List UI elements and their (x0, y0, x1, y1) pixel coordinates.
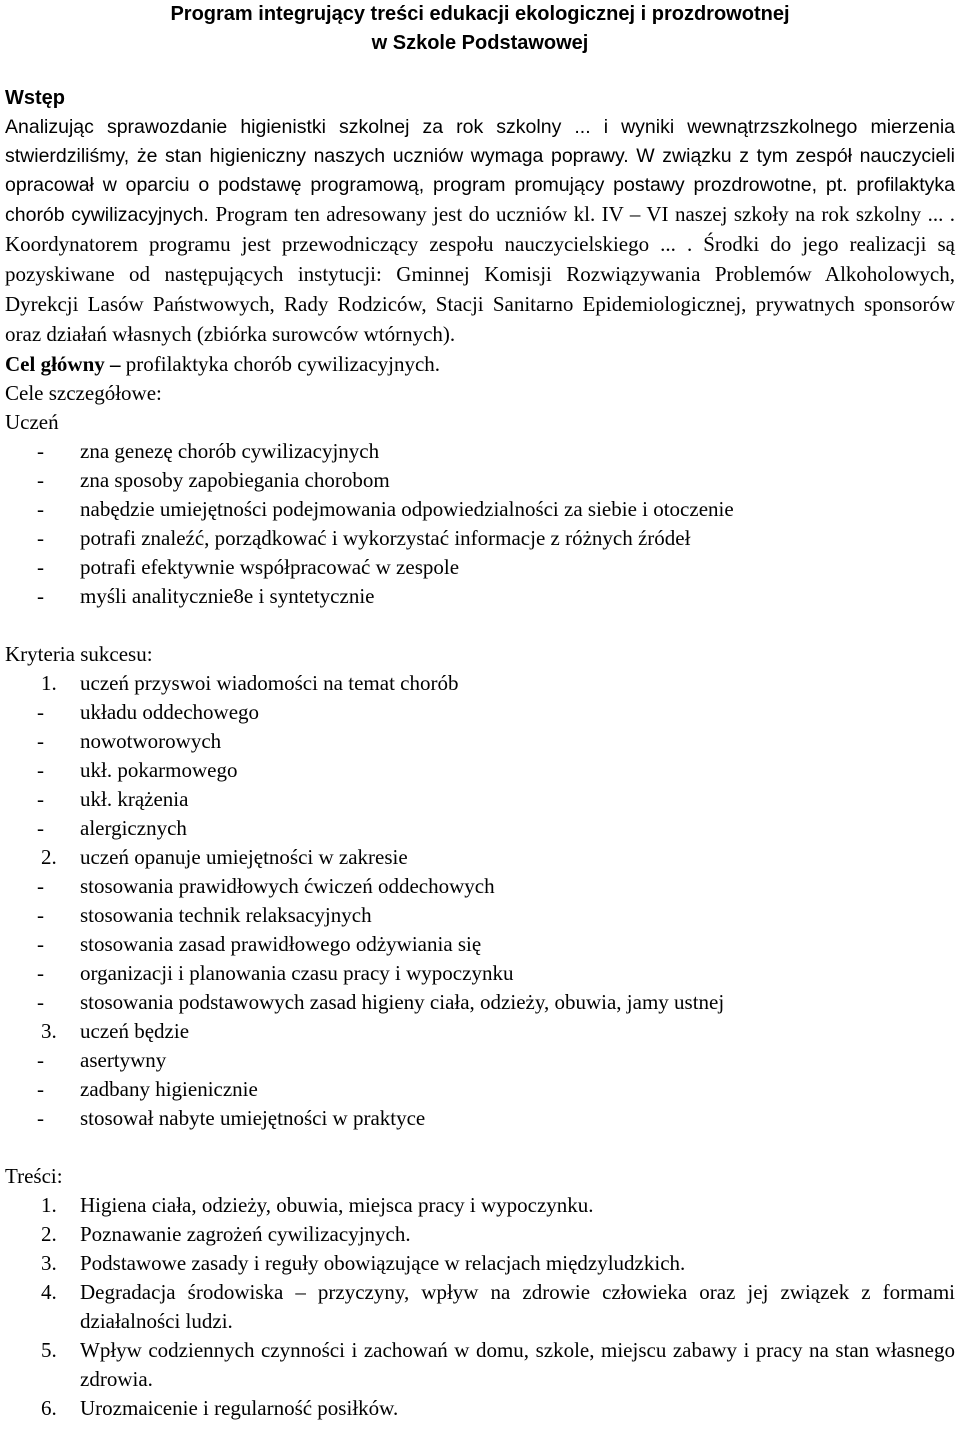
list-marker: 6. (41, 1396, 57, 1420)
specific-goal-item (5, 466, 955, 495)
intro-paragraph-2: W związku z tym zespół nauczycieli opracował w oparciu o podstawę programową, program promujący postawy prozdrowotne, pt. profilaktyka chorób cywilizacyjnych. (5, 145, 955, 226)
list-marker: - (37, 1077, 44, 1101)
list-item-text: zadbany higienicznie (80, 1077, 258, 1101)
specific-goal-item (5, 553, 955, 582)
specific-goals-subject: Uczeń (5, 410, 59, 434)
list-marker: - (37, 439, 44, 463)
list-item-text: Poznawanie zagrożeń cywilizacyjnych. (80, 1222, 411, 1246)
criteria-item (5, 814, 955, 843)
contents-item (5, 1336, 955, 1394)
list-marker: - (37, 1106, 44, 1130)
list-item-text: potrafi znaleźć, porządkować i wykorzystać informacje z różnych źródeł (80, 526, 691, 550)
criteria-item (5, 756, 955, 785)
list-marker: 1. (41, 671, 57, 695)
specific-goal-item (5, 582, 955, 611)
intro-section (5, 84, 955, 350)
list-marker: - (37, 526, 44, 550)
criteria-item (5, 698, 955, 727)
list-item-text: organizacji i planowania czasu pracy i wypoczynku (80, 961, 514, 985)
list-marker: - (37, 555, 44, 579)
list-marker: - (37, 729, 44, 753)
list-item-text: stosowania zasad prawidłowego odżywiania się (80, 932, 482, 956)
criteria-item (5, 1046, 955, 1075)
criteria-item (5, 988, 955, 1017)
list-item-text: Urozmaicenie i regularność posiłków. (80, 1396, 399, 1420)
list-item-text: stosowania podstawowych zasad higieny ciała, odzieży, obuwia, jamy ustnej (80, 990, 725, 1014)
specific-goal-item (5, 437, 955, 466)
list-item-text: Degradacja środowiska – przyczyny, wpływ na zdrowie człowieka oraz jej związek z formami działalności ludzi. (80, 1280, 955, 1333)
intro-paragraph-1: Analizując sprawozdanie higienistki szkolnej za rok szkolny ... i wyniki wewnątrzszkolnego mierzenia stwierdziliśmy, że stan higieniczny naszych uczniów wymaga poprawy. (5, 116, 955, 167)
list-marker: - (37, 990, 44, 1014)
document-title (5, 0, 955, 58)
contents-item (5, 1394, 955, 1423)
criteria-group-title (5, 843, 955, 872)
specific-goal-item (5, 524, 955, 553)
criteria-item (5, 1104, 955, 1133)
criteria-group (5, 1017, 955, 1133)
criteria-group (5, 669, 955, 843)
list-item-text: stosowania prawidłowych ćwiczeń oddechowych (80, 874, 495, 898)
list-marker: - (37, 787, 44, 811)
criteria-group (5, 843, 955, 1017)
contents-item (5, 1191, 955, 1220)
list-marker: - (37, 816, 44, 840)
list-item-text: uczeń opanuje umiejętności w zakresie (80, 845, 408, 869)
list-item-text: ukł. krążenia (80, 787, 189, 811)
intro-paragraph-3: Program ten adresowany jest do uczniów kl. IV – VI naszej szkoły na rok szkolny ... . Koordynatorem programu jest przewodniczący zespołu nauczycielskiego ... . Środki do jego realizacji są pozyskiwane od następujących instytucji: Gminnej Komisji Rozwiązywania Problemów Alkoholowych, Dyrekcji Lasów Państwowych, Rady Rodziców, Stacji Sanitarno Epidemiologicznej, prywatnych sponsorów oraz działań własnych (zbiórka surowców wtórnych). (5, 202, 956, 346)
list-marker: - (37, 497, 44, 521)
criteria-item (5, 872, 955, 901)
list-item-text: stosował nabyte umiejętności w praktyce (80, 1106, 426, 1130)
contents-item (5, 1220, 955, 1249)
list-item-text: uczeń będzie (80, 1019, 190, 1043)
list-item-text: nowotworowych (80, 729, 222, 753)
criteria-heading: Kryteria sukcesu: (5, 642, 153, 666)
main-goal-text: profilaktyka chorób cywilizacyjnych. (120, 352, 441, 376)
criteria-item (5, 727, 955, 756)
list-marker: 4. (41, 1280, 57, 1304)
criteria-groups (5, 669, 955, 1133)
specific-goals-list (5, 437, 955, 611)
criteria-section (5, 640, 955, 1133)
criteria-item (5, 785, 955, 814)
contents-section (5, 1162, 955, 1423)
criteria-group-title (5, 669, 955, 698)
list-item-text: potrafi efektywnie współpracować w zespole (80, 555, 460, 579)
criteria-item (5, 901, 955, 930)
list-item-text: Higiena ciała, odzieży, obuwia, miejsca pracy i wypoczynku. (80, 1193, 594, 1217)
list-marker: - (37, 903, 44, 927)
list-marker: - (37, 584, 44, 608)
list-marker: 1. (41, 1193, 57, 1217)
specific-goals-heading: Cele szczegółowe: (5, 381, 162, 405)
list-marker: - (37, 700, 44, 724)
intro-text (5, 113, 955, 350)
list-item-text: uczeń przyswoi wiadomości na temat chorób (80, 671, 459, 695)
list-item-text: zna genezę chorób cywilizacyjnych (80, 439, 380, 463)
list-marker: - (37, 1048, 44, 1072)
list-marker: - (37, 932, 44, 956)
list-marker: - (37, 758, 44, 782)
specific-goals-section (5, 379, 955, 611)
intro-heading: Wstęp (5, 87, 65, 109)
criteria-item (5, 930, 955, 959)
list-item-text: zna sposoby zapobiegania chorobom (80, 468, 390, 492)
contents-item (5, 1278, 955, 1336)
list-item-text: asertywny (80, 1048, 167, 1072)
contents-heading: Treści: (5, 1164, 63, 1188)
list-item-text: Wpływ codziennych czynności i zachowań w domu, szkole, miejscu zabawy i pracy na stan własnego zdrowia. (80, 1338, 955, 1391)
list-item-text: alergicznych (80, 816, 187, 840)
list-item-text: stosowania technik relaksacyjnych (80, 903, 372, 927)
list-marker: 2. (41, 845, 57, 869)
criteria-item (5, 1075, 955, 1104)
title-line-1: Program integrujący treści edukacji ekologicznej i prozdrowotnej (170, 3, 790, 25)
criteria-item (5, 959, 955, 988)
list-item-text: Podstawowe zasady i reguły obowiązujące w relacjach międzyludzkich. (80, 1251, 686, 1275)
criteria-group-title (5, 1017, 955, 1046)
list-item-text: ukł. pokarmowego (80, 758, 238, 782)
specific-goal-item (5, 495, 955, 524)
list-item-text: układu oddechowego (80, 700, 260, 724)
contents-item (5, 1249, 955, 1278)
list-marker: - (37, 468, 44, 492)
title-line-2: w Szkole Podstawowej (371, 32, 589, 54)
main-goal (5, 350, 955, 379)
list-marker: 2. (41, 1222, 57, 1246)
contents-list (5, 1191, 955, 1423)
list-marker: - (37, 961, 44, 985)
list-item-text: myśli analitycznie8e i syntetycznie (80, 584, 375, 608)
list-marker: - (37, 874, 44, 898)
list-marker: 3. (41, 1019, 57, 1043)
list-marker: 5. (41, 1338, 57, 1362)
list-item-text: nabędzie umiejętności podejmowania odpowiedzialności za siebie i otoczenie (80, 497, 734, 521)
main-goal-label: Cel główny – (5, 352, 121, 376)
list-marker: 3. (41, 1251, 57, 1275)
